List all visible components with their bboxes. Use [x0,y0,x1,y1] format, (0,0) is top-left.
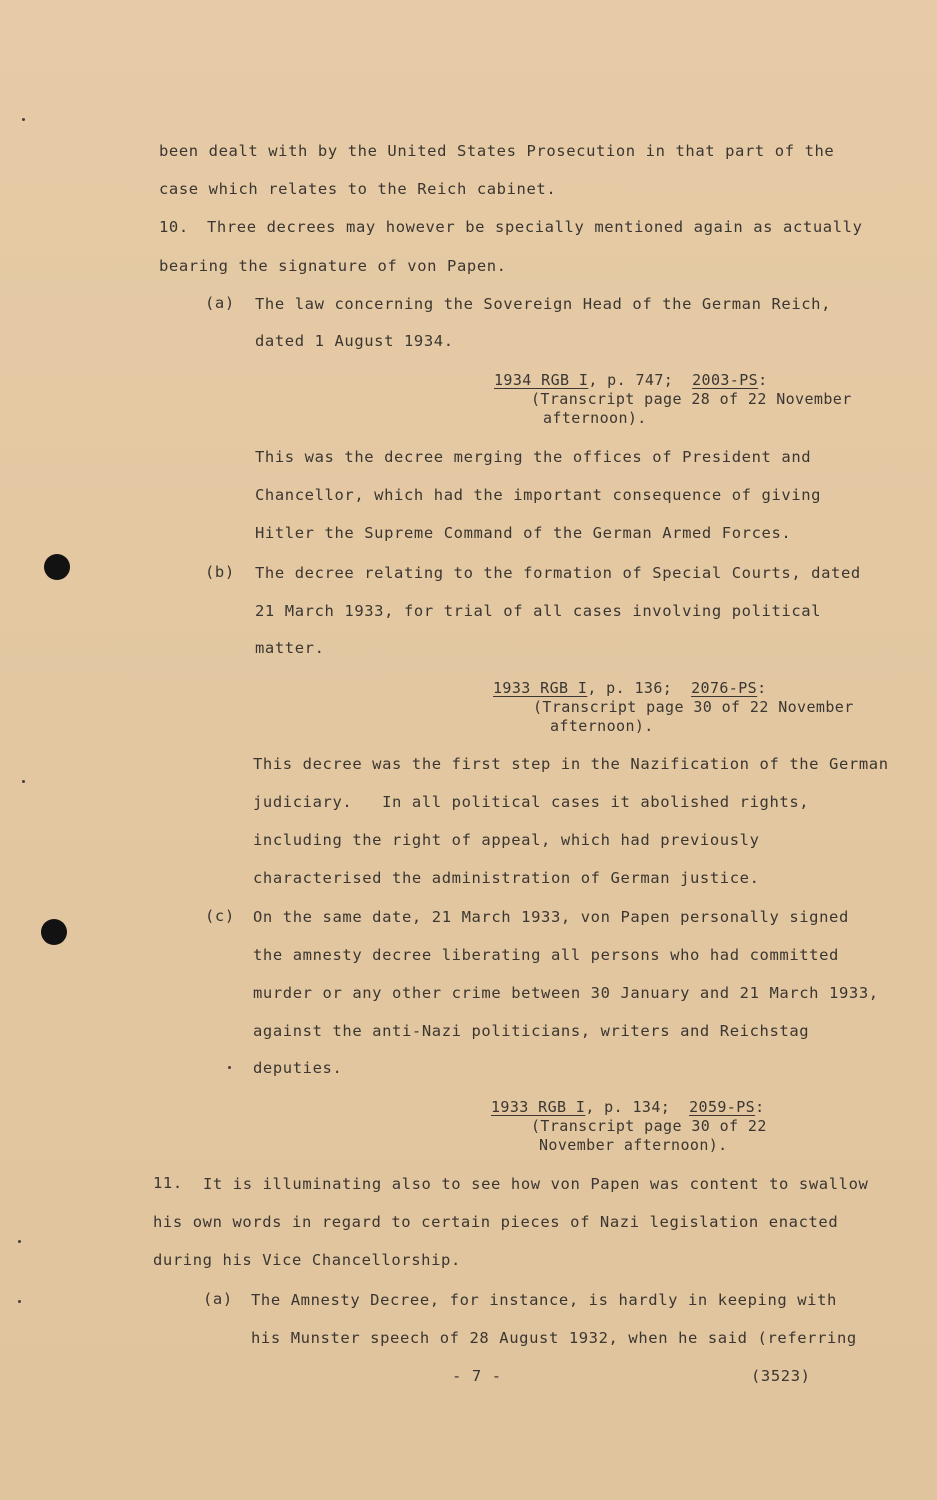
citation-reference: 1933 RGB I [493,679,588,697]
text-line: It is illuminating also to see how von Papen was content to swallow [203,1175,869,1193]
citation-document: 2003-PS [692,371,759,389]
citation-page: , p. 136; [587,679,673,697]
punch-hole-top [44,554,70,580]
citation-line: afternoon). [543,409,647,427]
paragraph-number: 10. [159,218,189,236]
citation-line: (Transcript page 30 of 22 [531,1117,767,1135]
text-line: matter. [255,639,325,657]
citation-colon: : [758,371,768,389]
punch-hole-bottom [41,919,67,945]
citation-reference: 1933 RGB I [491,1098,586,1116]
text-line: his own words in regard to certain pieces of Nazi legislation enacted [153,1213,839,1231]
citation-document: 2076-PS [691,679,758,697]
text-line: On the same date, 21 March 1933, von Papen personally signed [253,908,849,926]
citation-document: 2059-PS [689,1098,756,1116]
citation [494,371,768,390]
text-line: the amnesty decree liberating all persons who had committed [253,946,839,964]
text-line: murder or any other crime between 30 January and 21 March 1933, [253,984,879,1002]
citation-page: , p. 747; [588,371,674,389]
item-label: (a) [203,1290,233,1308]
text-line: The Amnesty Decree, for instance, is hardly in keeping with [251,1291,837,1309]
citation-line: November afternoon). [539,1136,728,1154]
text-line: The decree relating to the formation of Special Courts, dated [255,564,861,582]
text-line: 21 March 1933, for trial of all cases involving political [255,602,822,620]
citation-line: (Transcript page 30 of 22 November [533,698,854,716]
text-line: This decree was the first step in the Nazification of the German [253,755,889,773]
citation-reference: 1934 RGB I [494,371,589,389]
item-label: (b) [205,563,235,581]
citation [491,1098,765,1117]
text-line: Three decrees may however be specially mentioned again as actually [207,218,863,236]
text-line: Chancellor, which had the important consequence of giving [255,486,822,504]
item-label: (c) [205,907,235,925]
citation-page: , p. 134; [585,1098,671,1116]
item-label: (a) [205,294,235,312]
citation-line: (Transcript page 28 of 22 November [531,390,852,408]
document-number: (3523) [751,1367,811,1385]
text-line: The law concerning the Sovereign Head of the German Reich, [255,295,832,313]
citation [493,679,767,698]
text-line: deputies. [253,1059,343,1077]
bullet-dot [228,1066,231,1069]
text-line: characterised the administration of German justice. [253,869,760,887]
text-line: Hitler the Supreme Command of the German Armed Forces. [255,524,792,542]
citation-colon: : [757,679,767,697]
speck [18,1300,21,1303]
text-line: his Munster speech of 28 August 1932, when he said (referring [251,1329,857,1347]
citation-line: afternoon). [550,717,654,735]
text-line: against the anti-Nazi politicians, writers and Reichstag [253,1022,810,1040]
text-line: during his Vice Chancellorship. [153,1251,461,1269]
text-line: dated 1 August 1934. [255,332,454,350]
text-line: judiciary. In all political cases it abolished rights, [253,793,810,811]
text-line: including the right of appeal, which had previously [253,831,760,849]
text-line: case which relates to the Reich cabinet. [159,180,557,198]
page-number: - 7 - [452,1367,502,1385]
text-line: been dealt with by the United States Prosecution in that part of the [159,142,835,160]
text-line: This was the decree merging the offices of President and [255,448,812,466]
citation-colon: : [755,1098,765,1116]
speck [22,118,25,121]
speck [18,1240,21,1243]
paragraph-number: 11. [153,1174,183,1192]
text-line: bearing the signature of von Papen. [159,257,507,275]
speck [22,780,25,783]
